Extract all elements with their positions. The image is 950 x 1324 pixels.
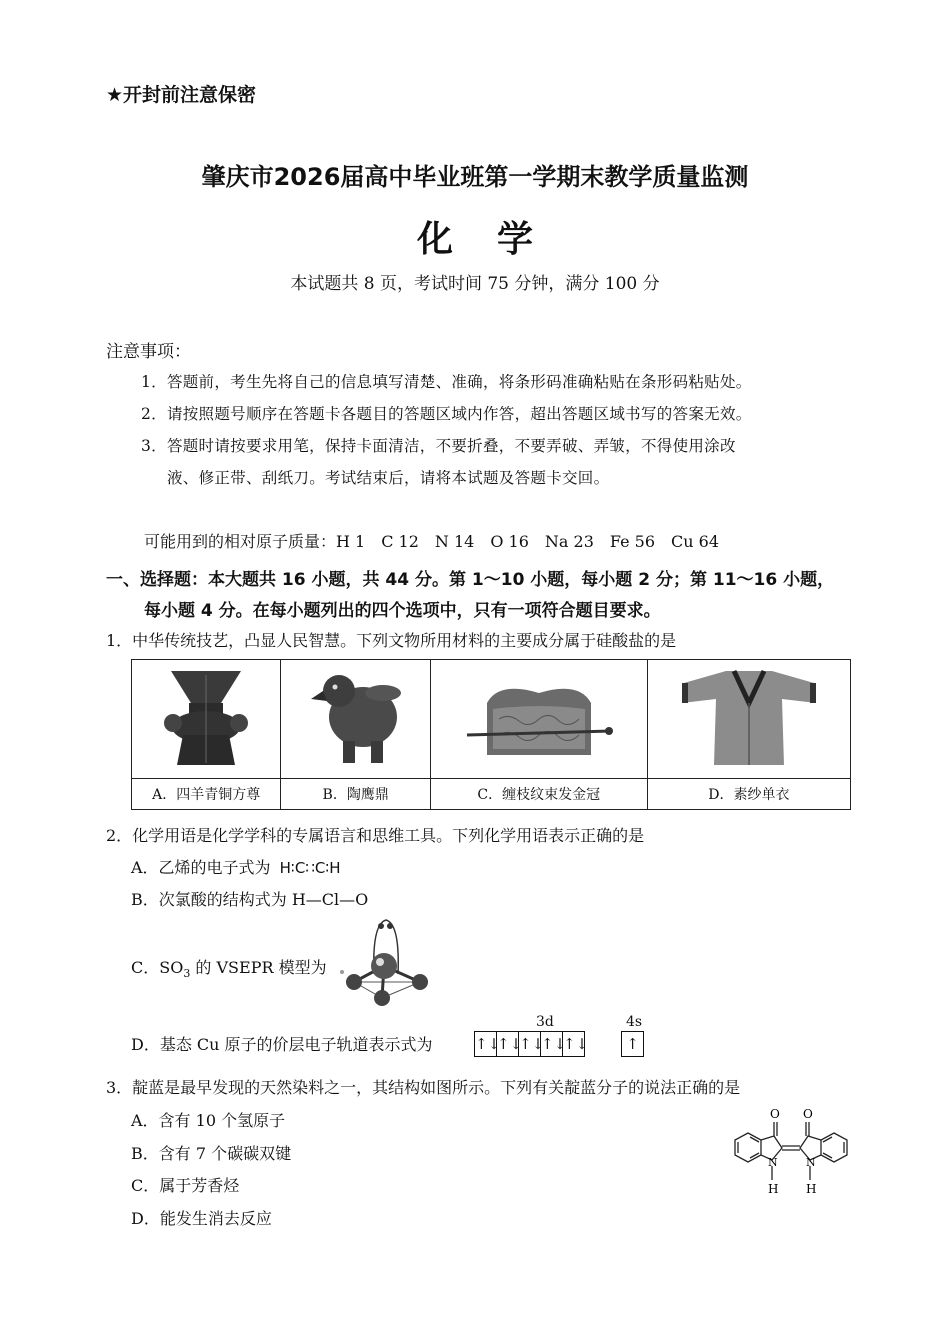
question-2-option-a [131,855,341,878]
so3-vsepr-model-image [334,914,444,1008]
option-c-rest: 的 VSEPR 模型为 [190,958,327,977]
option-a-text: A．乙烯的电子式为 [131,858,271,877]
option-b-label: B．陶鹰鼎 [281,779,430,810]
notice-item-3: 3．答题时请按要求用笔，保持卡面清洁，不要折叠，不要弄破、弄皱，不得使用涂改 [141,437,736,455]
notice-item-2: 2．请按照题号顺序在答题卡各题目的答题区域内作答，超出答题区域书写的答案无效。 [141,405,752,423]
option-c-text: C．SO [131,958,184,977]
orbital-3d-label: 3d [536,1014,554,1030]
atomic-masses: 可能用到的相对原子质量：H 1 C 12 N 14 O 16 Na 23 Fe 56 Cu 64 [144,532,720,551]
artifact-image-c [430,660,647,779]
question-3-option-d: D．能发生消去反应 [131,1209,272,1228]
question-3-option-c: C．属于芳香烃 [131,1176,240,1195]
orbital-3d-boxes [474,1031,589,1057]
atom-label: N [806,1156,816,1169]
orbital-box: ↑↓ [541,1032,563,1056]
ethylene-electron-formula: H∶C∷C∶H [279,859,341,877]
question-3-stem: 3．靛蓝是最早发现的天然染料之一，其结构如图所示。下列有关靛蓝分子的说法正确的是 [106,1078,741,1097]
orbital-4s-label: 4s [626,1014,643,1030]
atom-label: N [768,1156,778,1169]
orbital-box: ↑ [626,1035,639,1053]
orbital-box: ↑↓ [563,1035,589,1053]
atom-label: O [770,1107,780,1121]
option-c-label: C．缠枝纹束发金冠 [430,779,647,810]
atom-label: O [803,1107,813,1121]
artifact-image-d [647,660,850,779]
question-2-option-d: D．基态 Cu 原子的价层电子轨道表示式为 [131,1035,433,1054]
orbital-box: ↑↓ [519,1032,541,1056]
section-heading-cont: 每小题 4 分。在每小题列出的四个选项中，只有一项符合题目要求。 [144,601,661,621]
orbital-box: ↑↓ [475,1032,497,1056]
question-2-option-b: B．次氯酸的结构式为 H—Cl—O [131,890,369,909]
so3-subscript: 3 [183,967,191,981]
notice-heading: 注意事项： [106,342,191,362]
exam-title: 肇庆市2026届高中毕业班第一学期末教学质量监测 [201,163,749,191]
atom-label: H [806,1182,817,1196]
artifact-table [131,659,851,810]
question-3-option-a: A．含有 10 个氢原子 [131,1111,286,1130]
notice-item-1: 1．答题前，考生先将自己的信息填写清楚、准确，将条形码准确粘贴在条形码粘贴处。 [141,373,752,391]
question-1-stem: 1．中华传统技艺，凸显人民智慧。下列文物所用材料的主要成分属于硅酸盐的是 [106,631,677,650]
orbital-box: ↑↓ [497,1032,519,1056]
question-2-option-c [131,955,327,980]
option-d-label: D．素纱单衣 [647,779,850,810]
subject-title: 化学 [416,219,577,260]
indigo-structure-image [726,1100,856,1200]
section-heading: 一、选择题：本大题共 16 小题，共 44 分。第 1～10 小题，每小题 2 分；第 11～16 小题， [106,570,835,590]
question-2-stem: 2．化学用语是化学学科的专属语言和思维工具。下列化学用语表示正确的是 [106,826,645,845]
confidential-note: ★开封前注意保密 [106,84,257,106]
exam-info: 本试题共 8 页，考试时间 75 分钟，满分 100 分 [290,274,660,294]
notice-item-3-cont: 液、修正带、刮纸刀。考试结束后，请将本试题及答题卡交回。 [167,469,610,487]
artifact-image-a [132,660,281,779]
artifact-image-b [281,660,430,779]
question-3-option-b: B．含有 7 个碳碳双键 [131,1144,292,1163]
option-a-label: A．四羊青铜方尊 [132,779,281,810]
atom-label: H [768,1182,779,1196]
orbital-4s-box [621,1031,644,1057]
